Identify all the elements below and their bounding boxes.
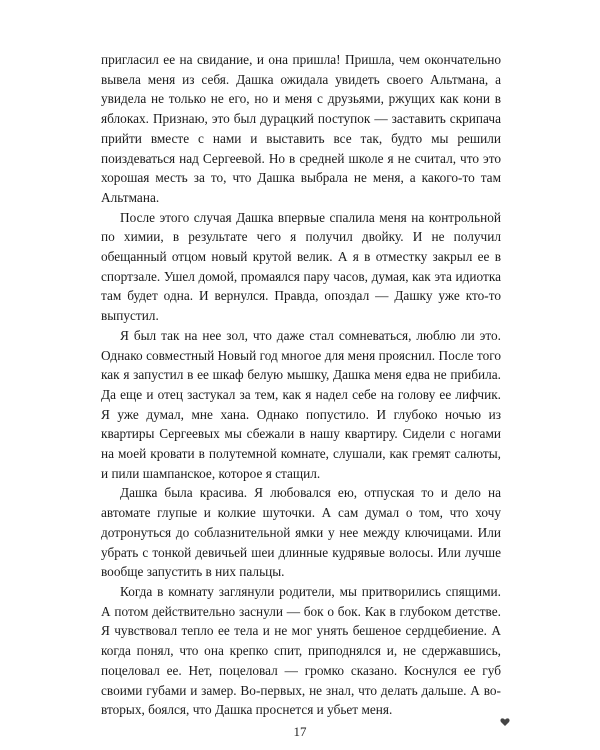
paragraph-2: После этого случая Дашка впервые спалила меня на контрольной по химии, в результате чего я получил двойку. И не получил обещанный отцом новый крутой велик. А я в отместку закрыл ее в спортзале. Ушел домой, промаялся пару часов, думая, как эта идиотка там будет одна. И вернулся. Правда, опоздал — Дашку уже кто-то выпустил.	[101, 209, 501, 324]
paragraph-3: Я был так на нее зол, что даже стал сомневаться, люблю ли это. Однако совместный Новый год многое для меня прояснил. После того как я запустил в ее шкаф белую мышку, Дашка меня едва не прибила. Да еще и отец застукал за тем, как я надел себе на голову ее лифчик. Я уже думал, мне хана. Однако попустило. И глубоко ночью из квартиры Сергеевых мы сбежали в нашу квартиру. Сидели с ногами на моей кровати в полутемной комнате, слушали, как гремят салюты, и пили шампанское, которое я стащил.	[101, 327, 501, 481]
paragraph-4: Дашка была красива. Я любовался ею, отпуская то и дело на автомате глупые и колкие шуточки. А сам думал о том, что хочу дотронуться до соблазнительной ямки у нее между ключицами. Или убрать с тонкой девичьей шеи длинные кудрявые волосы. Или лучше вообще запустить в них пальцы.	[101, 485, 501, 580]
paragraph-1: пригласил ее на свидание, и она пришла! Пришла, чем окончательно вывела меня из себя. Дашка ожидала увидеть своего Альтмана, а увидела не только не его, но и меня с друзьями, ржущих как кони в яблоках. Признаю, это был дурацкий поступок — заставить скрипача прийти вместе с нами и выставить все так, будто мы решили поиздеваться над Сергеевой. Но в средней школе я не считал, что это хорошая месть за то, что Дашка выбрала не меня, а какого-то там Альтмана.	[101, 52, 501, 205]
paragraph-5: Когда в комнату заглянули родители, мы притворились спящими. А потом действительно заснули — бок о бок. Как в глубоком детстве. Я чувствовал тепло ее тела и не мог унять бешеное сердцебиение. А когда понял, что она крепко спит, приподнялся и, не сдержавшись, поцеловал ее. Нет, поцеловал — громко сказано. Коснулся ее губ своими губами и замер. Во-первых, не знал, что делать дальше. А во-вторых, боялся, что Дашка проснется и убьет меня.	[101, 583, 501, 718]
heart-icon	[500, 717, 510, 727]
page-body	[101, 50, 501, 720]
page-number: 17	[293, 724, 307, 739]
